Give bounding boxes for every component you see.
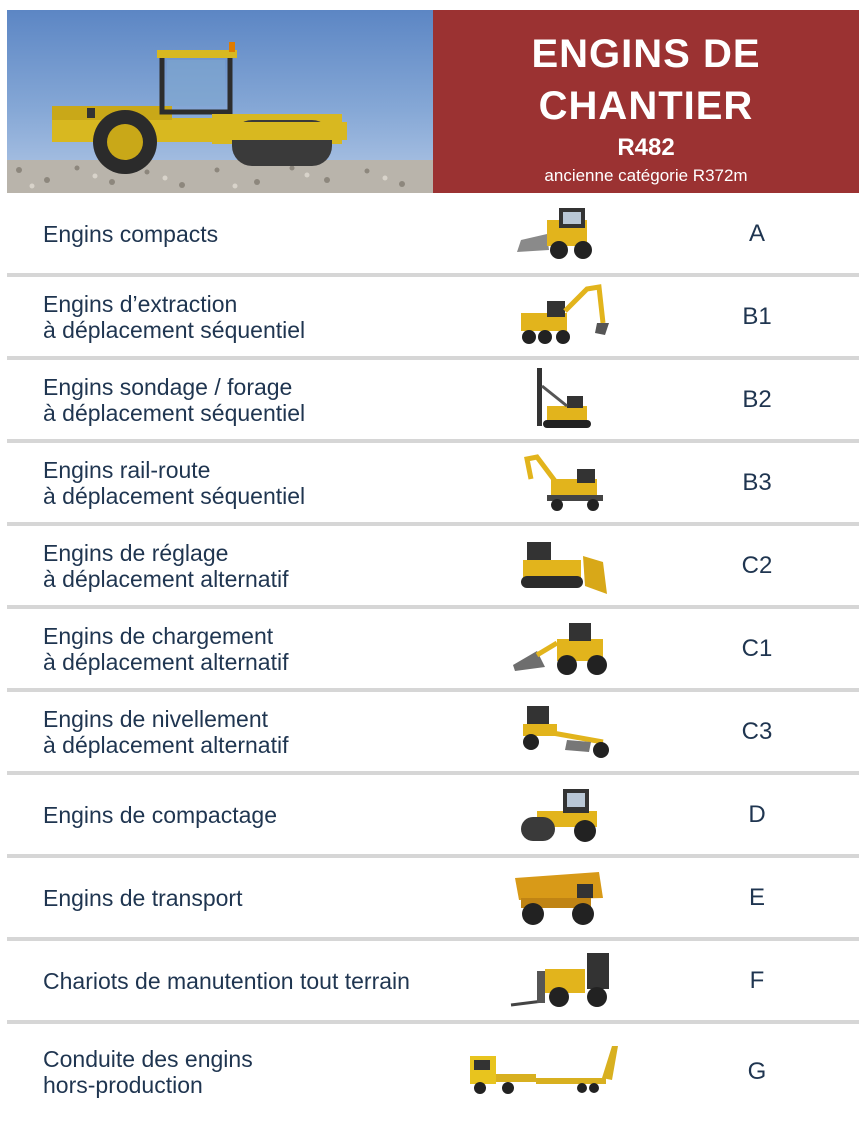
rail-road-excavator-icon	[507, 449, 617, 515]
category-label-line-2: à déplacement alternatif	[43, 565, 289, 592]
categories-list	[7, 194, 859, 1120]
title-banner	[433, 10, 859, 193]
category-code: E	[748, 883, 765, 911]
category-label-line-1: Engins rail-route	[43, 456, 211, 483]
list-item	[7, 277, 859, 360]
category-code: C3	[741, 717, 773, 745]
category-label-line-2: à déplacement séquentiel	[43, 316, 306, 343]
category-label	[43, 221, 218, 247]
category-label-line-1: Engins de nivellement	[43, 705, 269, 732]
category-code: C2	[741, 551, 773, 579]
telehandler-forklift-icon	[507, 947, 617, 1013]
list-item	[7, 775, 859, 858]
category-code: D	[748, 800, 766, 828]
road-roller-icon	[507, 781, 617, 847]
category-code: B1	[742, 302, 772, 330]
category-label	[43, 374, 305, 426]
category-code: B3	[742, 468, 772, 496]
category-label	[43, 291, 305, 343]
category-code: A	[748, 219, 765, 247]
list-item	[7, 1024, 859, 1120]
category-label	[43, 623, 289, 675]
title-line-2: CHANTIER	[538, 84, 754, 128]
category-code: G	[747, 1058, 767, 1085]
category-label-line-1: Engins de transport	[43, 884, 243, 911]
category-label	[43, 457, 305, 509]
title-subtitle: ancienne catégorie R372m	[544, 166, 748, 185]
category-label-line-1: Conduite des engins	[43, 1046, 253, 1072]
header	[7, 10, 859, 193]
list-item	[7, 443, 859, 526]
category-label	[43, 968, 410, 994]
category-label-line-1: Engins sondage / forage	[43, 373, 293, 400]
category-label-line-1: Engins de chargement	[43, 622, 274, 649]
category-label-line-1: Engins de réglage	[43, 539, 229, 566]
list-item	[7, 941, 859, 1024]
category-label-line-2: à déplacement séquentiel	[43, 482, 306, 509]
category-label-line-1: Chariots de manutention tout terrain	[43, 967, 410, 994]
category-code: B2	[742, 385, 772, 413]
category-label-line-1: Engins de compactage	[43, 801, 277, 828]
category-label-line-2: à déplacement alternatif	[43, 648, 289, 675]
list-item	[7, 526, 859, 609]
wheeled-excavator-icon	[507, 283, 617, 349]
list-item	[7, 194, 859, 277]
category-label	[43, 540, 289, 592]
category-code: F	[749, 966, 765, 994]
drilling-rig-icon	[507, 366, 617, 432]
category-label	[43, 706, 289, 758]
title-code: R482	[617, 134, 675, 161]
category-code: C1	[741, 634, 773, 662]
category-label-line-2: à déplacement séquentiel	[43, 399, 306, 426]
list-item	[7, 360, 859, 443]
bulldozer-icon	[507, 532, 617, 598]
title-line-1: ENGINS DE	[531, 32, 761, 76]
list-item	[7, 692, 859, 775]
low-loader-truck-icon	[457, 1038, 627, 1104]
skid-steer-loader-icon	[507, 200, 617, 266]
category-label-line-1: Engins d’extraction	[43, 290, 238, 317]
wheel-loader-icon	[507, 615, 617, 681]
category-label-line-2: hors-production	[43, 1072, 203, 1098]
category-label-line-2: à déplacement alternatif	[43, 731, 289, 758]
category-label-line-1: Engins compacts	[43, 220, 219, 247]
dump-truck-icon	[507, 864, 617, 930]
list-item	[7, 858, 859, 941]
list-item	[7, 609, 859, 692]
category-label	[43, 885, 242, 911]
category-label	[43, 802, 277, 828]
category-label	[43, 1046, 253, 1098]
hero-image-road-roller	[7, 10, 433, 193]
motor-grader-icon	[507, 698, 617, 764]
